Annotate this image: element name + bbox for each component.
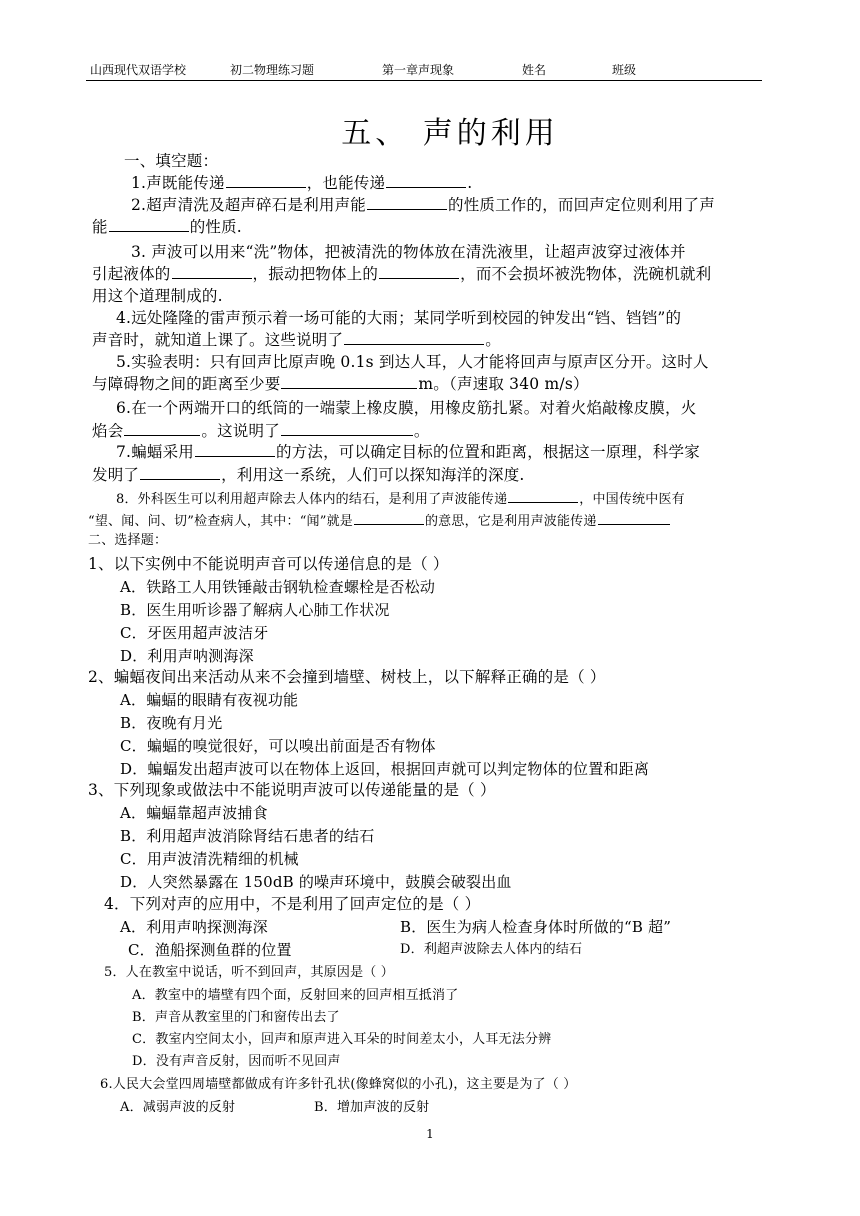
choice-option[interactable]: C．牙医用超声波洁牙 bbox=[120, 624, 269, 642]
answer-blank[interactable] bbox=[124, 421, 200, 436]
answer-blank[interactable] bbox=[354, 510, 424, 525]
chapter-name: 第一章声现象 bbox=[382, 63, 455, 77]
fill-question-5-cont: 与障碍物之间的距离至少要 m。（声速取 340 m/s） bbox=[92, 375, 589, 393]
fill-question-1: 1.声既能传递 ，也能传递 . bbox=[131, 174, 473, 192]
answer-blank[interactable] bbox=[379, 264, 459, 279]
fill-question-3-cont: 引起液体的 ，振动把物体上的 ，而不会损坏被洗物体，洗碗机就利 bbox=[92, 265, 712, 283]
class-label: 班级 bbox=[612, 63, 637, 77]
page-header bbox=[86, 60, 762, 81]
answer-blank[interactable] bbox=[598, 510, 670, 525]
answer-blank[interactable] bbox=[344, 330, 484, 345]
choice-question-3: 3、下列现象或做法中不能说明声波可以传递能量的是（ ） bbox=[88, 781, 496, 799]
choice-question-5: 5．人在教室中说话，听不到回声，其原因是（ ） bbox=[104, 965, 395, 980]
choice-option[interactable]: B．医生用听诊器了解病人心肺工作状况 bbox=[120, 601, 390, 619]
choice-option[interactable]: B．增加声波的反射 bbox=[314, 1100, 430, 1115]
choice-question-2: 2、蝙蝠夜间出来活动从来不会撞到墙壁、树枝上，以下解释正确的是（ ） bbox=[88, 668, 606, 686]
choice-option[interactable]: A．蝙蝠的眼睛有夜视功能 bbox=[120, 691, 299, 709]
fill-question-4: 4.远处隆隆的雷声预示着一场可能的大雨；某同学听到校园的钟发出“铛、铛铛”的 bbox=[116, 309, 682, 327]
choice-option[interactable]: D．利超声波除去人体内的结石 bbox=[400, 942, 583, 957]
fill-question-2-cont: 能 的性质. bbox=[92, 218, 242, 236]
choice-option[interactable]: D．利用声呐测海深 bbox=[120, 647, 254, 665]
choice-question-6: 6.人民大会堂四周墙壁都做成有许多针孔状(像蜂窝似的小孔)，这主要是为了（ ） bbox=[100, 1077, 577, 1092]
choice-option[interactable]: A．减弱声波的反射 bbox=[120, 1100, 236, 1115]
answer-blank[interactable] bbox=[367, 195, 447, 210]
choice-option[interactable]: A．蝙蝠靠超声波捕食 bbox=[120, 804, 268, 822]
choice-option[interactable]: D．人突然暴露在 150dB 的噪声环境中，鼓膜会破裂出血 bbox=[120, 873, 512, 891]
answer-blank[interactable] bbox=[140, 465, 220, 480]
answer-blank[interactable] bbox=[195, 442, 275, 457]
fill-question-5: 5.实验表明：只有回声比原声晚 0.1s 到达人耳，人才能将回声与原声区分开。这时人 bbox=[116, 353, 709, 371]
answer-blank[interactable] bbox=[386, 173, 466, 188]
course-name: 初二物理练习题 bbox=[230, 63, 315, 77]
choice-option[interactable]: D．蝙蝠发出超声波可以在物体上返回，根据回声就可以判定物体的位置和距离 bbox=[120, 760, 650, 778]
choice-option[interactable]: B．声音从教室里的门和窗传出去了 bbox=[132, 1010, 340, 1025]
choice-option[interactable]: C．教室内空间太小，回声和原声进入耳朵的时间差太小，人耳无法分辨 bbox=[132, 1032, 552, 1047]
choice-option[interactable]: B．利用超声波消除肾结石患者的结石 bbox=[120, 827, 375, 845]
choice-option[interactable]: D．没有声音反射，因而听不见回声 bbox=[132, 1054, 341, 1069]
choice-option[interactable]: A．利用声呐探测海深 bbox=[120, 918, 268, 936]
answer-blank[interactable] bbox=[281, 374, 417, 389]
choice-option[interactable]: C．渔船探测鱼群的位置 bbox=[128, 941, 292, 959]
section2-heading: 二、选择题： bbox=[88, 533, 168, 548]
choice-option[interactable]: B．夜晚有月光 bbox=[120, 714, 223, 732]
answer-blank[interactable] bbox=[172, 264, 252, 279]
fill-question-3: 3. 声波可以用来“洗”物体，把被清洗的物体放在清洗液里，让超声波穿过液体并 bbox=[131, 243, 686, 261]
fill-question-6-cont: 焰会 。这说明了 。 bbox=[92, 422, 430, 440]
answer-blank[interactable] bbox=[281, 421, 413, 436]
choice-question-1: 1、以下实例中不能说明声音可以传递信息的是（ ） bbox=[88, 555, 449, 573]
fill-question-3-cont2: 用这个道理制成的. bbox=[92, 287, 223, 305]
fill-question-4-cont: 声音时，就知道上课了。这些说明了 。 bbox=[92, 331, 501, 349]
school-name: 山西现代双语学校 bbox=[90, 63, 187, 77]
section1-heading: 一、填空题： bbox=[124, 152, 219, 170]
fill-question-8: 8．外科医生可以利用超声除去人体内的结石，是利用了声波能传递 ，中国传统中医有 bbox=[116, 488, 685, 511]
page-number: 1 bbox=[426, 1127, 434, 1141]
choice-option[interactable]: C．用声波清洗精细的机械 bbox=[120, 850, 299, 868]
fill-question-2: 2.超声清洗及超声碎石是利用声能 的性质工作的，而回声定位则利用了声 bbox=[131, 196, 715, 214]
choice-option[interactable]: C．蝙蝠的嗅觉很好，可以嗅出前面是否有物体 bbox=[120, 737, 436, 755]
fill-question-6: 6.在一个两端开口的纸筒的一端蒙上橡皮膜，用橡皮筋扎紧。对着火焰敲橡皮膜，火 bbox=[116, 399, 697, 417]
choice-option[interactable]: A．铁路工人用铁锤敲击钢轨检查螺栓是否松动 bbox=[120, 578, 436, 596]
fill-question-7: 7.蝙蝠采用 的方法，可以确定目标的位置和距离，根据这一原理，科学家 bbox=[116, 443, 700, 461]
choice-question-4: 4．下列对声的应用中，不是利用了回声定位的是（ ） bbox=[104, 895, 481, 913]
answer-blank[interactable] bbox=[226, 173, 306, 188]
fill-question-7-cont: 发明了 ，利用这一系统，人们可以探知海洋的深度. bbox=[92, 466, 525, 484]
student-name-label: 姓名 bbox=[522, 63, 547, 77]
fill-question-8-cont: “望、闻、问、切”检查病人，其中：“闻”就是 的意思，它是利用声波能传递 bbox=[88, 510, 671, 533]
choice-option[interactable]: A．教室中的墙壁有四个面，反射回来的回声相互抵消了 bbox=[132, 988, 459, 1003]
choice-option[interactable]: B．医生为病人检查身体时所做的“B 超” bbox=[400, 918, 672, 936]
answer-blank[interactable] bbox=[508, 488, 578, 503]
answer-blank[interactable] bbox=[109, 217, 189, 232]
page-title: 五、 声的利用 bbox=[341, 116, 559, 151]
